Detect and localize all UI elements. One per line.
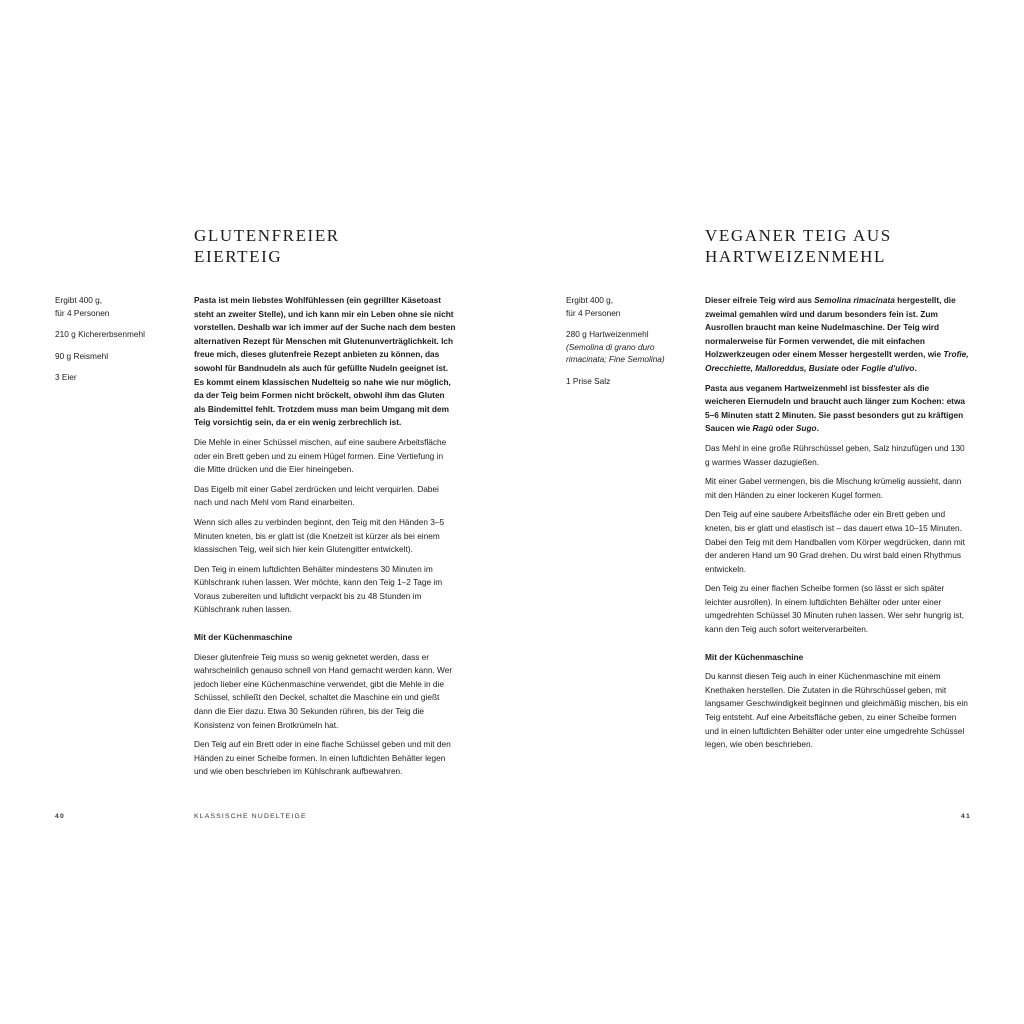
method-step: Das Eigelb mit einer Gabel zerdrücken und leicht verquirlen. Dabei nach und nach Mehl vom Rand einarbeiten. xyxy=(194,483,439,508)
left-intro-paragraph: Pasta ist mein liebstes Wohlfühlessen (ein gegrillter Käsetoast steht an zweiter Stelle), und ich kann mir ein Leben ohne sie nicht vorstellen. Deshalb war ich immer auf der Suche nach dem besten alternativen Rezept für Menschen mit Glutenunverträglichkeit. Ich freue mich, dieses glutenfreie Rezept anbieten zu können, das sowohl für Bandnudeln als auch für gefüllte Nudeln geeignet ist. Es kommt einem klassischen Nudelteig so nahe wie nur möglich, da der Teig beim Formen nicht bröckelt, obwohl ihm das Gluten als Bindemittel fehlt. Trotzdem muss man beim Umgang mit dem Teig vorsichtig sein, da er ein wenig zerbrechlich ist. xyxy=(194,295,456,428)
text-run: Dieser eifreie Teig wird aus xyxy=(705,295,815,305)
running-head: KLASSISCHE NUDELTEIGE xyxy=(194,813,307,820)
yield-line: Ergibt 400 g, xyxy=(55,295,103,305)
text-run: . xyxy=(816,423,819,434)
italic-term: Sugo xyxy=(795,423,817,434)
right-title-line: HARTWEIZENMEHL xyxy=(705,247,886,266)
ingredient-note: (Semolina di grano duro xyxy=(566,341,655,352)
ingredient-item: 3 Eier xyxy=(55,372,77,383)
right-ingredient-list xyxy=(566,328,691,387)
left-title-line: EIERTEIG xyxy=(194,247,283,266)
text-run: oder xyxy=(773,423,796,434)
left-recipe-body xyxy=(194,294,456,785)
text-run: Pasta aus veganem Hartweizenmehl ist bissfester als die weicheren Eiernudeln und braucht auch länger zum Kochen: etwa 5–6 Minuten statt 2 Minuten. Sie passt besonders gut zu kräftigen Saucen wie xyxy=(705,382,966,434)
left-ingredient-list xyxy=(55,328,175,384)
ingredient-item: 210 g Kichererbsenmehl xyxy=(55,329,145,340)
method-step: Den Teig in einem luftdichten Behälter mindestens 30 Minuten im Kühlschrank ruhen lassen. Wer möchte, kann den Teig 1–2 Tage im Voraus zubereiten und luftdicht verpackt bis zu 48 Stunden im Kühlschrank ruhen lassen. xyxy=(194,563,443,615)
italic-term: Foglie d'ulivo xyxy=(861,362,915,373)
italic-term: Semolina rimacinata xyxy=(814,295,895,305)
machine-step: Du kannst diesen Teig auch in einer Küchenmaschine mit einem Knethaken herstellen. Die Zutaten in die Rührschüssel geben, mit langsamer Geschwindigkeit beginnen und gleichmäßig mischen, bis ein Teig entsteht. Auf eine Arbeitsfläche geben, zu einer Scheibe formen und in einen luftdichten Behälter oder unter eine umgedrehte Schüssel legen, wie oben beschrieben. xyxy=(705,671,968,750)
right-page-number: 41 xyxy=(961,813,971,820)
yield-line: für 4 Personen xyxy=(55,307,110,318)
ingredient-name: 280 g Hartweizenmehl xyxy=(566,329,649,340)
left-title-line: GLUTENFREIER xyxy=(194,226,340,245)
method-step: Mit einer Gabel vermengen, bis die Mischung krümelig aussieht, dann mit den Händen zu einer lockeren Kugel formen. xyxy=(705,476,962,500)
ingredient-item xyxy=(566,328,691,366)
right-recipe-body xyxy=(705,294,969,758)
right-yield xyxy=(566,294,691,319)
yield-line: Ergibt 400 g, xyxy=(566,295,614,305)
right-recipe-meta xyxy=(566,294,691,397)
right-recipe-title xyxy=(705,225,892,267)
ingredient-note: rimacinata; Fine Semolina) xyxy=(566,354,665,365)
yield-line: für 4 Personen xyxy=(566,307,621,318)
right-machine-heading: Mit der Küchenmaschine xyxy=(705,651,804,662)
text-run: hergestellt, die zweimal gemahlen wird und darum besonders fein ist. Zum Ausrollen braucht man keine Nudelmaschine. Der Teig wird normalerweise für Formen verwendet, die mit einfachen Holzwerkzeugen oder einem Messer hergestellt werden, wie xyxy=(705,295,956,360)
ingredient-item: 90 g Reismehl xyxy=(55,350,109,361)
text-run: . xyxy=(914,362,917,373)
method-step: Wenn sich alles zu verbinden beginnt, den Teig mit den Händen 3–5 Minuten kneten, bis er glatt ist (die Knetzeit ist kürzer als bei einem klassischen Teig, weil sich hier kein Glutengitter entwickelt). xyxy=(194,516,445,555)
left-page-number: 40 xyxy=(55,813,65,820)
text-run: oder xyxy=(838,362,862,373)
machine-step: Den Teig auf ein Brett oder in eine flache Schüssel geben und mit den Händen zu einer Scheibe formen. In einen luftdichten Behälter legen und wie oben beschrieben im Kühlschrank aufbewahren. xyxy=(194,739,451,777)
ingredient-item: 1 Prise Salz xyxy=(566,375,611,386)
method-step: Den Teig zu einer flachen Scheibe formen (so lässt er sich später leichter ausrollen). In einem luftdichten Behälter oder unter einer umgedrehten Schüssel 30 Minuten ruhen lassen. Wer sehr hungrig ist, kann den Teig auch sofort weiterverarbeiten. xyxy=(705,583,965,635)
left-recipe-meta xyxy=(55,294,175,393)
method-step: Die Mehle in einer Schüssel mischen, auf eine saubere Arbeitsfläche oder ein Brett geben und zu einem Hügel formen. Eine Vertiefung in die Mitte drücken und die Eier hineingeben. xyxy=(194,436,447,475)
right-intro-paragraph xyxy=(705,294,969,376)
italic-term: Ragù xyxy=(752,423,774,434)
left-recipe-title xyxy=(194,225,340,267)
left-yield xyxy=(55,294,175,319)
right-intro-paragraph-2 xyxy=(705,382,969,436)
italic-term: Trofie, Orecchiette, Malloreddus, Busiate xyxy=(705,349,969,373)
left-machine-heading: Mit der Küchenmaschine xyxy=(194,632,293,643)
method-step: Den Teig auf eine saubere Arbeitsfläche oder ein Brett geben und kneten, bis er glatt und elastisch ist – das dauert etwa 10–15 Minuten. Dabei den Teig mit dem Handballen vom Körper wegdrücken, dann mit der anderen Hand um 90 Grad drehen. Du wirst bald einen Rhythmus entwickeln. xyxy=(705,509,965,574)
machine-step: Dieser glutenfreie Teig muss so wenig geknetet werden, dass er wahrscheinlich genauso schnell von Hand gemacht werden kann. Wer jedoch lieber eine Küchenmaschine verwendet, gibt die Mehle in die Schüssel, schließt den Deckel, schaltet die Maschine ein und gießt dann die Eier dazu. Etwa 30 Sekunden rühren, bis der Teig die Konsistenz von feinen Brotkrümeln hat. xyxy=(194,651,453,730)
right-title-line: VEGANER TEIG AUS xyxy=(705,226,892,245)
method-step: Das Mehl in eine große Rührschüssel geben, Salz hinzufügen und 130 g warmes Wasser dazugießen. xyxy=(705,442,965,467)
